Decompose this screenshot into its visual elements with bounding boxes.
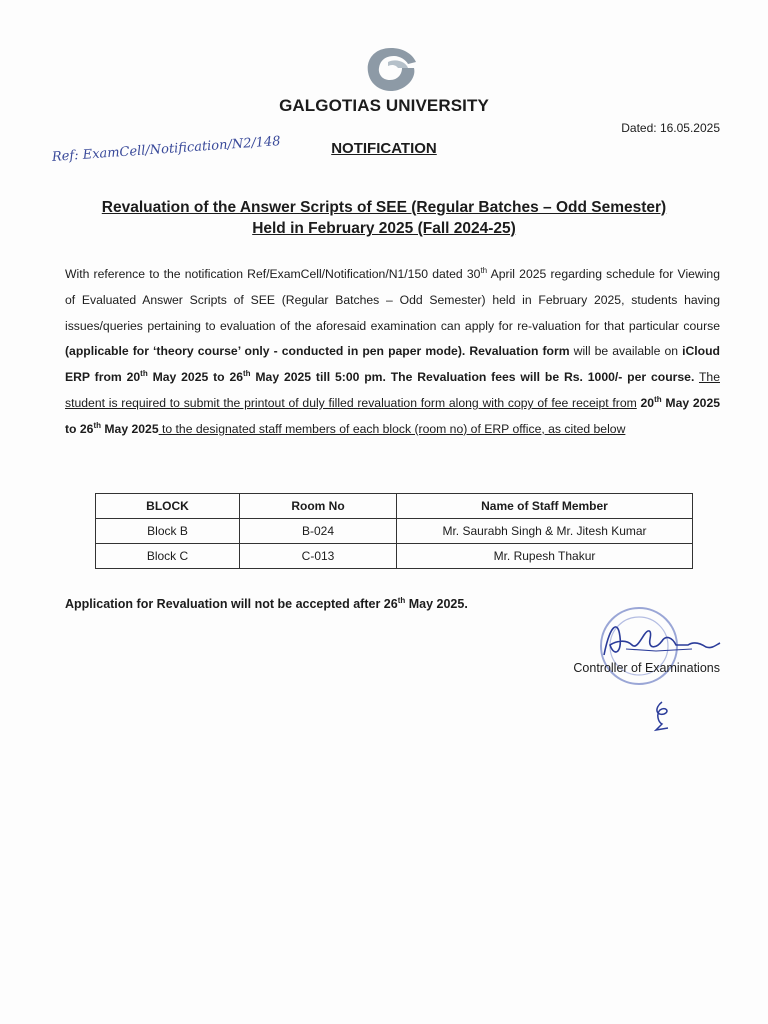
date-line: Dated: 16.05.2025 bbox=[621, 121, 720, 135]
table-header: Room No bbox=[240, 494, 397, 519]
body-underlined: The student is required to submit the printout of duly filled revaluation form along with copy of fee receipt from bbox=[65, 370, 720, 410]
table-cell: Mr. Saurabh Singh & Mr. Jitesh Kumar bbox=[397, 519, 693, 544]
table-header-row bbox=[96, 494, 693, 519]
deadline-text: Application for Revaluation will not be accepted after 26 bbox=[65, 597, 398, 611]
table-row bbox=[96, 544, 693, 569]
table-header: BLOCK bbox=[96, 494, 240, 519]
table-cell: C-013 bbox=[240, 544, 397, 569]
university-name: GALGOTIAS UNIVERSITY bbox=[279, 96, 489, 115]
superscript: th bbox=[140, 369, 148, 379]
body-underlined: to the designated staff members of each block (room no) of ERP office, as cited below bbox=[158, 421, 626, 436]
superscript: th bbox=[480, 265, 488, 275]
notification-heading: NOTIFICATION bbox=[331, 140, 437, 157]
deadline-text: May 2025. bbox=[405, 597, 468, 611]
deadline-note bbox=[65, 597, 468, 611]
handwritten-reference: Ref: ExamCell/Notification/N2/148 bbox=[51, 134, 282, 165]
signature-icon bbox=[596, 615, 726, 665]
body-bold-part: 20 bbox=[636, 395, 655, 410]
body-bold-part: May 2025 till 5:00 pm. The Revaluation fees will be Rs. 1000/- per course. bbox=[250, 370, 695, 385]
superscript: th bbox=[243, 369, 251, 379]
superscript: th bbox=[397, 595, 406, 605]
title-line-1: Revaluation of the Answer Scripts of SEE (Regular Batches – Odd Semester) bbox=[101, 199, 667, 216]
table-cell: B-024 bbox=[240, 519, 397, 544]
controller-of-examinations: Controller of Examinations bbox=[573, 661, 720, 675]
initial-mark-icon bbox=[650, 700, 674, 732]
body-text: With reference to the notification Ref/ExamCell/Notification/N1/150 dated 30 bbox=[65, 267, 481, 281]
body-text: April 2025 regarding schedule for Viewing of Evaluated Answer Scripts of SEE (Regular Batches – Odd Semester) held in February 2025, students having issues/queries pertaining to evaluation of the aforesaid examination can apply for re-valuation for that particular course bbox=[65, 267, 720, 333]
university-logo-icon bbox=[362, 44, 420, 96]
table-cell: Block C bbox=[96, 544, 240, 569]
superscript: th bbox=[654, 394, 662, 404]
staff-table bbox=[95, 493, 693, 569]
table-cell: Block B bbox=[96, 519, 240, 544]
document-title bbox=[0, 197, 768, 239]
body-text: will be available on bbox=[569, 344, 683, 359]
table-cell: Mr. Rupesh Thakur bbox=[397, 544, 693, 569]
body-bold-part: May 2025 to 26 bbox=[147, 370, 243, 385]
body-bold-part: May 2025 to 26 bbox=[65, 395, 721, 436]
body-bold-part: iCloud ERP from 20 bbox=[65, 344, 720, 385]
body-bold: (applicable for ‘theory course’ only - conducted in pen paper mode). Revaluation form bbox=[65, 344, 570, 359]
table-header: Name of Staff Member bbox=[397, 494, 693, 519]
body-bold-part: May 2025 bbox=[101, 421, 159, 436]
title-line-2: Held in February 2025 (Fall 2024-25) bbox=[252, 220, 516, 237]
table-row bbox=[96, 519, 693, 544]
body-paragraph bbox=[65, 262, 720, 443]
superscript: th bbox=[93, 420, 102, 430]
